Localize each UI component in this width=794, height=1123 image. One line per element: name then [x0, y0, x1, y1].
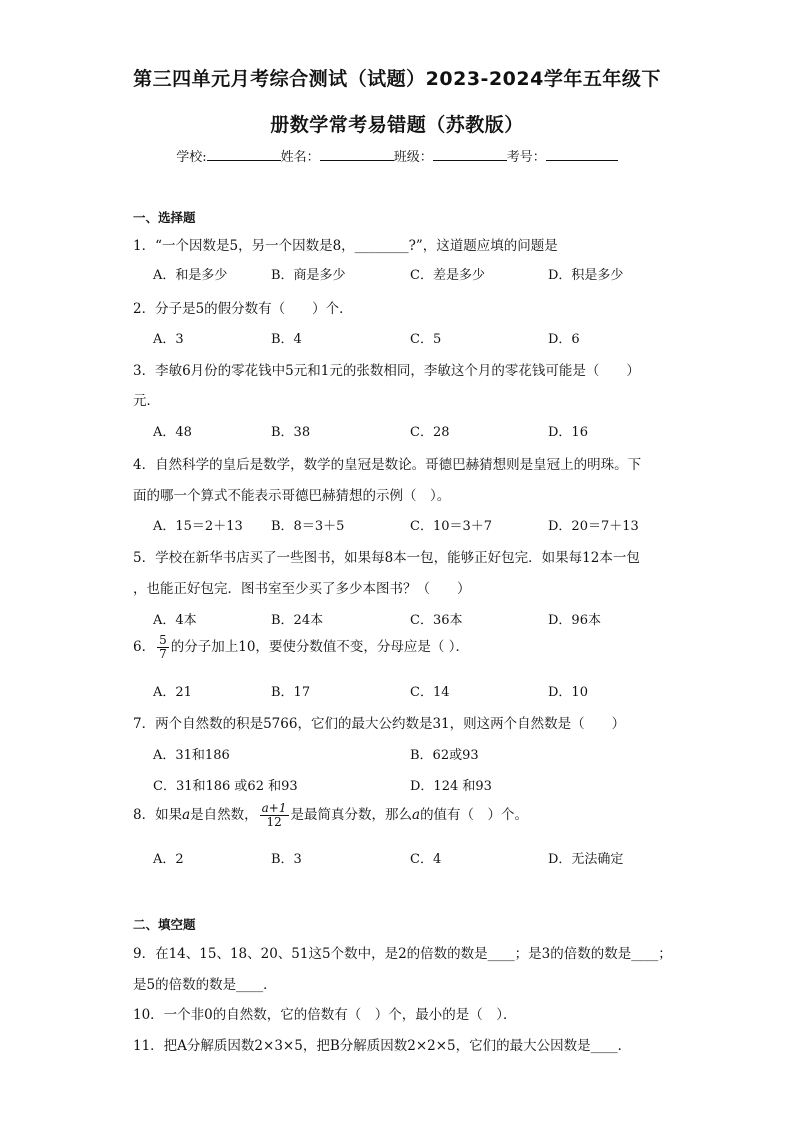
q8-mid: 是自然数， [190, 807, 258, 823]
q3-option-c: C．28 [410, 425, 450, 440]
question-2: 2．分子是5的假分数有（ ）个． [133, 301, 353, 317]
q6-fraction [157, 634, 169, 661]
q6-suffix: 的分子加上10，要使分数值不变，分母应是（ ）． [170, 639, 469, 655]
q8-option-c: C．4 [410, 852, 442, 867]
q6-option-c: C．14 [410, 685, 450, 700]
q4-option-d: D．20＝7＋13 [548, 519, 639, 534]
q8-variable-a: a [182, 807, 191, 823]
q2-option-d: D．6 [548, 332, 580, 347]
school-label: 学校: [176, 150, 207, 165]
question-6 [133, 634, 469, 661]
page-title-line1: 第三四单元月考综合测试（试题）2023-2024学年五年级下 [133, 68, 661, 90]
q2-option-b: B．4 [271, 332, 302, 347]
q3-option-d: D．16 [548, 425, 588, 440]
question-11: 11．把A分解质因数2×3×5，把B分解质因数2×2×5，它们的最大公因数是____． [133, 1038, 632, 1054]
q1-option-a: A．和是多少 [153, 268, 228, 283]
school-field[interactable] [207, 147, 281, 161]
q6-option-b: B．17 [271, 685, 311, 700]
question-9-line1: 9．在14、15、18、20、51这5个数中，是2的倍数的数是____；是3的倍数的数是____； [133, 946, 672, 962]
section-title-fill: 二、填空题 [133, 917, 196, 932]
q7-option-b: B．62或93 [410, 748, 479, 763]
class-label: 班级： [393, 150, 433, 165]
q8-suffix: 是最简真分数，那么 [290, 807, 412, 823]
q1-option-b: B．商是多少 [271, 268, 346, 283]
q8-fraction-numerator: a+1 [261, 801, 287, 815]
q6-option-d: D．10 [548, 685, 588, 700]
q8-option-a: A．2 [153, 852, 184, 867]
q8-fraction-denominator: 12 [266, 815, 282, 829]
q7-option-c: C．31和186 或62 和93 [153, 779, 298, 794]
q1-option-c: C．差是多少 [410, 268, 485, 283]
question-5-line2: ，也能正好包完．图书室至少买了多少本图书？（ ） [133, 581, 471, 597]
q8-option-b: B．3 [271, 852, 302, 867]
q8-prefix: 8．如果 [133, 807, 183, 823]
q6-fraction-denominator: 7 [159, 647, 167, 661]
q7-option-a: A．31和186 [153, 748, 230, 763]
page-title-line2: 册数学常考易错题（苏教版） [270, 114, 524, 136]
question-10: 10．一个非0的自然数，它的倍数有（ ）个，最小的是（ ）． [133, 1007, 517, 1023]
question-4-line1: 4．自然科学的皇后是数学，数学的皇冠是数论。哥德巴赫猜想则是皇冠上的明珠。下 [133, 457, 642, 473]
question-3-line2: 元． [133, 393, 160, 409]
class-field[interactable] [433, 147, 507, 161]
q6-fraction-numerator: 5 [159, 633, 167, 647]
exam-number-label: 考号： [506, 150, 546, 165]
q8-variable-a-2: a [412, 807, 421, 823]
question-4-line2: 面的哪一个算式不能表示哥德巴赫猜想的示例（ ）。 [133, 488, 451, 504]
q8-fraction [260, 802, 289, 829]
q3-option-a: A．48 [153, 425, 192, 440]
q5-option-c: C．36本 [410, 613, 463, 628]
name-label: 姓名： [280, 150, 320, 165]
question-9-line2: 是5的倍数的数是____． [133, 977, 277, 993]
q8-suffix2: 的值有（ ）个。 [420, 807, 529, 823]
q5-option-b: B．24本 [271, 613, 324, 628]
question-8 [133, 802, 528, 829]
q7-option-d: D．124 和93 [410, 779, 492, 794]
q5-option-a: A．4本 [153, 613, 197, 628]
question-1: 1．“一个因数是5，另一个因数是8，________?”，这道题应填的问题是 [133, 238, 558, 254]
q4-option-a: A．15＝2＋13 [153, 519, 243, 534]
exam-number-field[interactable] [546, 147, 618, 161]
q3-option-b: B．38 [271, 425, 311, 440]
q2-option-a: A．3 [153, 332, 184, 347]
name-field[interactable] [320, 147, 394, 161]
q1-option-d: D．积是多少 [548, 268, 624, 283]
question-7: 7．两个自然数的积是5766，它们的最大公约数是31，则这两个自然数是（ ） [133, 716, 626, 732]
q6-prefix: 6． [133, 639, 156, 655]
question-3-line1: 3．李敏6月份的零花钱中5元和1元的张数相同，李敏这个月的零花钱可能是（ ） [133, 363, 640, 379]
section-title-choice: 一、选择题 [133, 210, 196, 225]
q6-option-a: A．21 [153, 685, 192, 700]
q8-option-d: D．无法确定 [548, 852, 624, 867]
q2-option-c: C．5 [410, 332, 442, 347]
student-info-line [0, 146, 794, 165]
question-5-line1: 5．学校在新华书店买了一些图书，如果每8本一包，能够正好包完．如果每12本一包 [133, 550, 640, 566]
q5-option-d: D．96本 [548, 613, 601, 628]
q4-option-c: C．10＝3＋7 [410, 519, 493, 534]
q4-option-b: B．8＝3＋5 [271, 519, 345, 534]
